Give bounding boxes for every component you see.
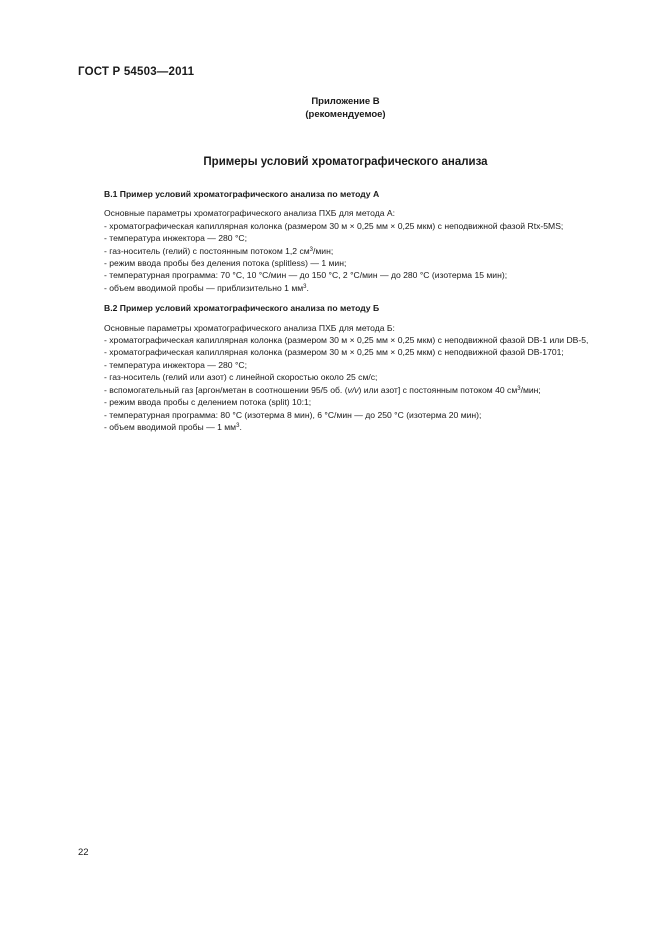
section-b-item-injection-mode: - режим ввода пробы с делением потока (split) 10:1; xyxy=(104,397,312,408)
section-a-item-injector: - температура инжектора — 280 °С; xyxy=(104,233,247,244)
section-b-item-injector: - температура инжектора — 280 °С; xyxy=(104,359,247,370)
section-a-heading: В.1 Пример условий хроматографического анализа по методу А xyxy=(104,189,380,199)
superscript: 3 xyxy=(236,422,240,429)
section-b-item-column-1: - хроматографическая капиллярная колонка (размером 30 м × 0,25 мм × 0,25 мкм) с неподвижной фазой DB-1 или DB-5, xyxy=(104,335,589,346)
text-span: - объем вводимой пробы — приблизительно 1 мм xyxy=(104,282,304,293)
section-b-item-sample-volume xyxy=(78,421,613,433)
text-span: ) или азот] с постоянным потоком 40 см xyxy=(358,384,518,395)
text-span: - вспомогательный газ [аргон/метан в соотношении 95/5 об. ( xyxy=(104,384,348,395)
text-span: /мин; xyxy=(520,384,541,395)
section-b-intro: Основные параметры хроматографического анализа ПХБ для метода Б: xyxy=(104,322,395,333)
superscript: 3 xyxy=(309,246,314,253)
superscript: 3 xyxy=(517,385,521,392)
main-title-text: Примеры условий хроматографического анализа xyxy=(203,156,488,168)
appendix-status: (рекомендуемое) xyxy=(305,109,386,120)
section-b-item-temperature-program: - температурная программа: 80 °С (изотерма 8 мин), 6 °С/мин — до 250 °С (изотерма 20 мин); xyxy=(104,409,482,420)
section-a-item-injection-mode: - режим ввода пробы без деления потока (splitless) — 1 мин; xyxy=(104,258,347,269)
section-a-item-sample-volume xyxy=(78,282,613,294)
section-a-item-carrier-gas xyxy=(78,245,613,257)
section-b-item-column-2: - хроматографическая капиллярная колонка (размером 30 м × 0,25 мм × 0,25 мкм) с неподвижной фазой DB-1701; xyxy=(104,347,564,358)
text-span: . xyxy=(239,421,242,432)
section-a xyxy=(78,188,613,294)
text-span: - объем вводимой пробы — 1 мм xyxy=(104,421,237,432)
main-title xyxy=(0,156,661,168)
text-span: /мин; xyxy=(313,245,334,256)
section-a-item-column: - хроматографическая капиллярная колонка (размером 30 м × 0,25 мм × 0,25 мкм) с неподвижной фазой Rtx-5MS; xyxy=(104,220,564,231)
italic-span: v/v xyxy=(347,384,359,395)
document-body xyxy=(78,188,613,433)
section-b-item-carrier-gas: - газ-носитель (гелий или азот) с линейной скоростью около 25 см/с; xyxy=(104,372,378,383)
section-b-heading: В.2 Пример условий хроматографического анализа по методу Б xyxy=(104,303,380,314)
section-a-intro: Основные параметры хроматографического анализа ПХБ для метода А: xyxy=(104,208,396,219)
superscript: 3 xyxy=(303,283,307,290)
text-span: - газ-носитель (гелий) с постоянным потоком 1,2 см xyxy=(104,245,310,256)
section-b xyxy=(78,302,613,433)
text-span: . xyxy=(306,282,309,293)
appendix-title: Приложение В xyxy=(311,96,380,107)
appendix-header xyxy=(0,95,661,121)
section-a-item-temperature-program: - температурная программа: 70 °С, 10 °С/мин — до 150 °С, 2 °С/мин — до 280 °С (изотерма 15 мин); xyxy=(104,270,508,281)
standard-code: ГОСТ Р 54503—2011 xyxy=(78,66,195,78)
section-b-item-auxiliary-gas xyxy=(78,384,613,396)
page-number: 22 xyxy=(78,847,89,858)
